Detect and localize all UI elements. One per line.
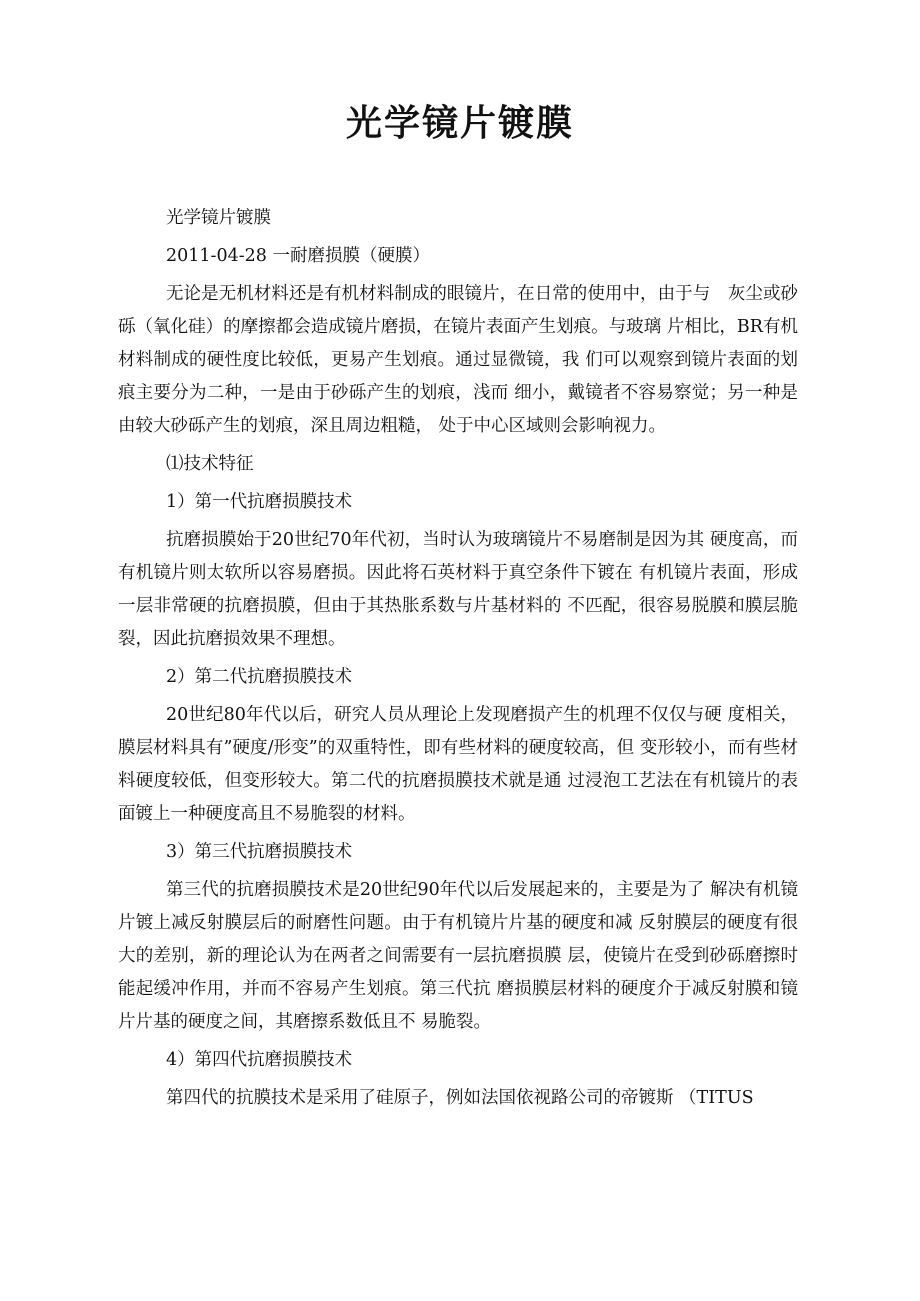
subheading-gen4: 4）第四代抗磨损膜技术 — [166, 1050, 353, 1070]
paragraph-gen3: 第三代的抗磨损膜技术是20世纪90年代以后发展起来的，主要是为了 解决有机镜片镀上减反射膜层后的耐磨性问题。由于有机镜片片基的硬度和减 反射膜层的硬度有很大的差别，新的理论认为在两者之间需要有一层抗磨损膜 层，使镜片在受到砂砾磨擦时能起缓冲作用，并而不容易产生划痕。第三代抗 磨损膜层材料的硬度介于减反射膜和镜片片基的硬度之间，其磨擦系数低且不 易脆裂。 — [118, 880, 798, 1032]
document-body — [118, 202, 798, 1120]
page-title: 光学镜片镀膜 — [345, 102, 574, 144]
subtitle-line: 光学镜片镀膜 — [166, 208, 271, 228]
subheading-gen1: 1）第一代抗磨损膜技术 — [166, 492, 353, 512]
paragraph-gen2: 20世纪80年代以后，研究人员从理论上发现磨损产生的机理不仅仅与硬 度相关，膜层材料具有”硬度/形变”的双重特性，即有些材料的硬度较高，但 变形较小，而有些材料硬度较低，但变形较大。第二代的抗磨损膜技术就是通 过浸泡工艺法在有机镜片的表面镀上一种硬度高且不易脆裂的材料。 — [118, 705, 798, 824]
subheading-gen3: 3）第三代抗磨损膜技术 — [166, 842, 353, 862]
section-heading-tech-features: ⑴技术特征 — [166, 454, 254, 474]
intro-paragraph: 无论是无机材料还是有机材料制成的眼镜片，在日常的使用中，由于与 灰尘或砂砾（氧化硅）的摩擦都会造成镜片磨损，在镜片表面产生划痕。与玻璃 片相比，BR有机材料制成的硬性度比较低，更易产生划痕。通过显微镜，我 们可以观察到镜片表面的划痕主要分为二种，一是由于砂砾产生的划痕，浅而 细小，戴镜者不容易察觉；另一种是由较大砂砾产生的划痕，深且周边粗糙， 处于中心区域则会影响视力。 — [118, 284, 798, 436]
subheading-gen2: 2）第二代抗磨损膜技术 — [166, 667, 353, 687]
date-heading: 2011-04-28 一耐磨损膜（硬膜） — [166, 246, 430, 266]
paragraph-gen1: 抗磨损膜始于20世纪70年代初，当时认为玻璃镜片不易磨制是因为其 硬度高，而有机镜片则太软所以容易磨损。因此将石英材料于真空条件下镀在 有机镜片表面，形成一层非常硬的抗磨损膜，但由于其热胀系数与片基材料的 不匹配，很容易脱膜和膜层脆裂，因此抗磨损效果不理想。 — [118, 530, 798, 649]
paragraph-gen4: 第四代的抗膜技术是采用了硅原子，例如法国依视路公司的帝镀斯 （TITUS — [166, 1088, 754, 1108]
